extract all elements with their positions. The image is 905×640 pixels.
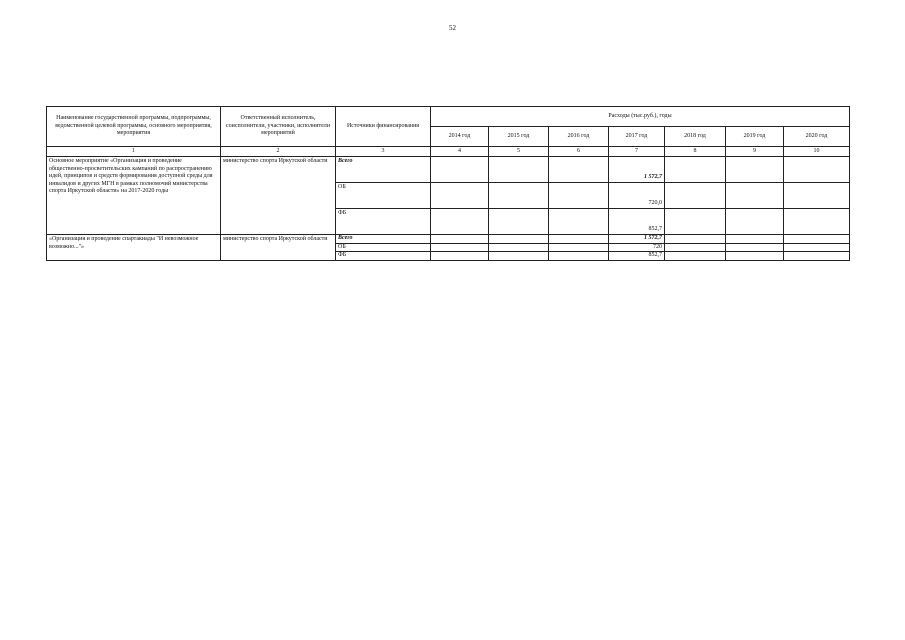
source-label: ОБ xyxy=(336,243,431,252)
column-number: 4 xyxy=(431,147,489,157)
column-number: 6 xyxy=(549,147,609,157)
header-sources: Источники финансирования xyxy=(336,107,431,147)
table-row xyxy=(47,235,850,244)
header-year: 2014 год xyxy=(431,127,489,147)
source-label: ОБ xyxy=(336,183,431,209)
header-year: 2019 год xyxy=(726,127,784,147)
column-number: 3 xyxy=(336,147,431,157)
column-number: 1 xyxy=(47,147,221,157)
page-number: 52 xyxy=(449,24,456,32)
column-number: 9 xyxy=(726,147,784,157)
activity-responsible: министерство спорта Иркутской области xyxy=(221,157,336,235)
header-year: 2020 год xyxy=(784,127,850,147)
header-name: Наименование государственной программы, подпрограммы, ведомственной целевой программы, основного мероприятия, мероприятия xyxy=(47,107,221,147)
header-year: 2016 год xyxy=(549,127,609,147)
activity-responsible: министерство спорта Иркутской области xyxy=(221,235,336,261)
header-expenses: Расходы (тыс.руб.), годы xyxy=(431,107,850,127)
value-2017: 720 xyxy=(609,243,665,252)
value-2017: 1 572,7 xyxy=(609,235,665,244)
source-label: ФБ xyxy=(336,252,431,261)
column-number: 7 xyxy=(609,147,665,157)
value-2017: 720,0 xyxy=(609,183,665,209)
table-row xyxy=(47,157,850,183)
column-number: 10 xyxy=(784,147,850,157)
source-label: Всего xyxy=(336,157,431,183)
budget-table xyxy=(46,106,850,261)
source-label: Всего xyxy=(336,235,431,244)
column-number: 2 xyxy=(221,147,336,157)
source-label: ФБ xyxy=(336,209,431,235)
header-year: 2017 год xyxy=(609,127,665,147)
header-responsible: Ответственный исполнитель, соисполнители, участники, исполнители мероприятий xyxy=(221,107,336,147)
value-2017: 1 572,7 xyxy=(609,157,665,183)
header-year: 2015 год xyxy=(489,127,549,147)
activity-name: «Организация и проведение спартакиады "И невозможное возможно..."» xyxy=(47,235,221,261)
header-year: 2018 год xyxy=(665,127,726,147)
value-2017: 852,7 xyxy=(609,209,665,235)
column-number: 5 xyxy=(489,147,549,157)
column-number: 8 xyxy=(665,147,726,157)
activity-name: Основное мероприятие «Организация и проведение общественно-просветительских кампаний по распространению идей, принципов и средств формирования доступной среды для инвалидов и других МГН в рамках полномочий министерства спорта Иркутской области» на 2017-2020 годы xyxy=(47,157,221,235)
value-2017: 852,7 xyxy=(609,252,665,261)
